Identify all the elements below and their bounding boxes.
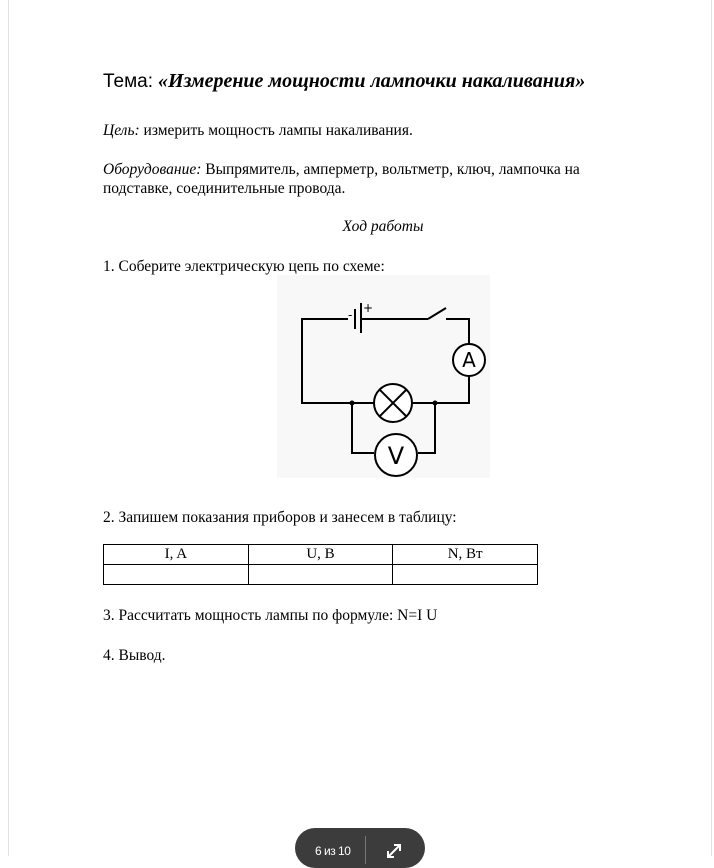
wire-right — [412, 376, 469, 403]
junction-right — [433, 401, 438, 406]
table-cell — [248, 565, 393, 585]
table-cell — [104, 565, 249, 585]
wire-top-right — [446, 319, 469, 344]
goal-text: измерить мощность лампы накаливания. — [143, 122, 413, 139]
title-label: Тема: — [103, 71, 154, 92]
equipment-line-2: подставке, соединительные провода. — [103, 180, 346, 197]
page-counter: 6 из 10 — [315, 844, 351, 858]
expand-icon[interactable] — [383, 840, 405, 862]
measurements-table — [103, 544, 538, 585]
page-indicator[interactable] — [295, 828, 425, 868]
table-header-current: I, A — [104, 545, 249, 565]
voltmeter-label: V — [387, 442, 405, 470]
step-4: 4. Вывод. — [103, 647, 166, 664]
page-edge-left — [8, 0, 9, 856]
wire-voltmeter-left — [352, 403, 374, 453]
wire-voltmeter-right — [418, 403, 435, 453]
step-1: 1. Соберите электрическую цепь по схеме: — [103, 258, 385, 275]
table-header-voltage: U, B — [248, 545, 393, 565]
table-cell — [393, 565, 538, 585]
wire-left — [302, 319, 352, 403]
switch-key — [428, 308, 446, 319]
battery-minus: - — [348, 308, 353, 322]
goal-line — [103, 121, 413, 140]
table-row — [104, 565, 538, 585]
step-2: 2. Запишем показания приборов и занесем в таблицу: — [103, 509, 457, 526]
battery-plus: + — [363, 301, 374, 315]
goal-label: Цель: — [103, 122, 140, 139]
junction-left — [350, 401, 355, 406]
page-title — [103, 70, 585, 93]
title-text: «Измерение мощности лампочки накаливания» — [158, 70, 586, 92]
step-3: 3. Рассчитать мощность лампы по формуле: N=I U — [103, 607, 438, 624]
procedure-heading: Ход работы — [342, 218, 424, 235]
pager-divider — [365, 836, 366, 864]
equipment-text-1: Выпрямитель, амперметр, вольтметр, ключ, лампочка на — [205, 161, 580, 178]
equipment-line-1 — [103, 160, 580, 179]
equipment-label: Оборудование: — [103, 161, 202, 178]
table-header-power: N, Вт — [393, 545, 538, 565]
table-header-row — [104, 545, 538, 565]
circuit-diagram — [277, 275, 490, 478]
ammeter-label: A — [462, 348, 476, 372]
battery-symbol — [355, 303, 361, 333]
page-edge-right — [711, 0, 712, 856]
